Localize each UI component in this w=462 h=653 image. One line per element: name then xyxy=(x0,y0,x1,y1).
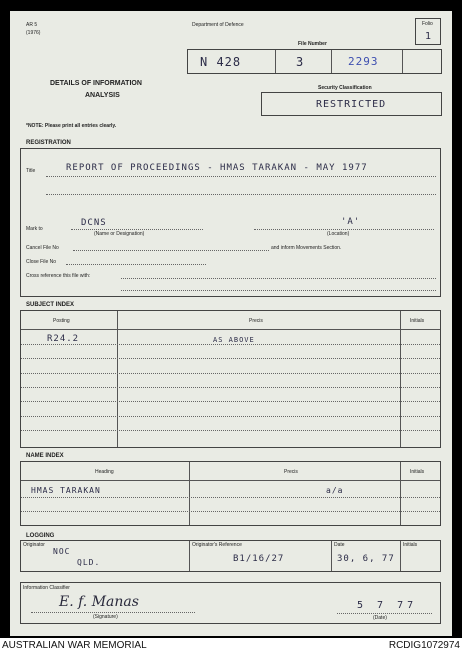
subject-index-header: SUBJECT INDEX xyxy=(26,302,75,308)
folio-value: 1 xyxy=(425,31,433,42)
subject-col-initials: Initials xyxy=(410,318,425,324)
form-code: AR 5 xyxy=(26,22,38,28)
name-col-precis: Precis xyxy=(284,469,298,475)
name-designation-label: (Name or Designation) xyxy=(94,231,145,237)
inform-movements-text: and inform Movements Section. xyxy=(271,245,342,251)
logging-date-label: Date xyxy=(334,542,345,548)
logging-date-value: 30, 6, 77 xyxy=(337,554,395,564)
originator-reference-label: Originator's Reference xyxy=(192,542,242,548)
classifier-date-value: 5 7 77 xyxy=(357,600,418,611)
subject-col-posting: Posting xyxy=(53,318,70,324)
cross-reference-label: Cross reference this file with: xyxy=(26,273,91,279)
archive-footer xyxy=(0,638,462,653)
subject-row-1-posting: R24.2 xyxy=(47,334,80,344)
department-label: Department of Defence xyxy=(192,22,244,28)
folio-box xyxy=(415,18,441,45)
name-row-1-precis: a/a xyxy=(326,486,344,495)
file-number-part-2: 3 xyxy=(296,55,305,69)
file-number-label: File Number xyxy=(298,41,327,47)
classifier-date-label: (Date) xyxy=(373,615,387,621)
originator-value-line-2: QLD. xyxy=(77,558,101,567)
footer-record-id: RCDIG1072974 xyxy=(388,640,460,651)
title-label: Title xyxy=(26,168,36,174)
originator-label: Originator xyxy=(23,542,45,548)
title-value: REPORT OF PROCEEDINGS - HMAS TARAKAN - MAY 1977 xyxy=(66,163,368,173)
logging-initials-label: Initials xyxy=(403,542,418,548)
classifier-box xyxy=(20,582,441,624)
security-classification-box xyxy=(261,92,442,116)
form-sheet xyxy=(10,11,452,636)
note-text: *NOTE: Please print all entries clearly. xyxy=(26,123,117,129)
subject-row-1-precis: AS ABOVE xyxy=(213,336,255,344)
logging-header: LOGGING xyxy=(26,533,55,539)
name-index-header: NAME INDEX xyxy=(26,453,64,459)
name-index-table xyxy=(20,461,441,526)
folio-label: Folio xyxy=(422,21,433,27)
security-classification-value: RESTRICTED xyxy=(316,99,387,110)
subject-index-table xyxy=(20,310,441,448)
footer-source: AUSTRALIAN WAR MEMORIAL xyxy=(2,640,147,651)
location-value: 'A' xyxy=(341,217,361,227)
information-classifier-label: Information Classifier xyxy=(23,585,70,591)
name-col-initials: Initials xyxy=(410,469,425,475)
form-title-line-1: DETAILS OF INFORMATION xyxy=(50,80,142,87)
registration-box xyxy=(20,148,441,297)
file-number-part-3: 2293 xyxy=(348,55,379,68)
form-title-line-2: ANALYSIS xyxy=(85,92,120,99)
registration-header: REGISTRATION xyxy=(26,140,71,146)
classifier-signature: E. f. Manas xyxy=(59,594,139,610)
logging-table xyxy=(20,540,441,572)
name-col-heading: Heading xyxy=(95,469,114,475)
originator-reference-value: B1/16/27 xyxy=(233,554,285,564)
location-label: (Location) xyxy=(327,231,350,237)
mark-to-label: Mark to xyxy=(26,226,43,232)
form-code-year: (1976) xyxy=(26,30,41,36)
cancel-file-label: Cancel File No xyxy=(26,245,59,251)
subject-col-precis: Precis xyxy=(249,318,263,324)
mark-to-value: DCNS xyxy=(81,218,107,228)
signature-label: (Signature) xyxy=(93,614,118,620)
close-file-label: Close File No xyxy=(26,259,57,265)
originator-value-line-1: NOC xyxy=(53,547,71,556)
name-row-1-heading: HMAS TARAKAN xyxy=(31,486,101,495)
file-number-box xyxy=(187,49,442,74)
file-number-part-1: N 428 xyxy=(200,55,242,69)
security-classification-label: Security Classification xyxy=(318,85,372,91)
